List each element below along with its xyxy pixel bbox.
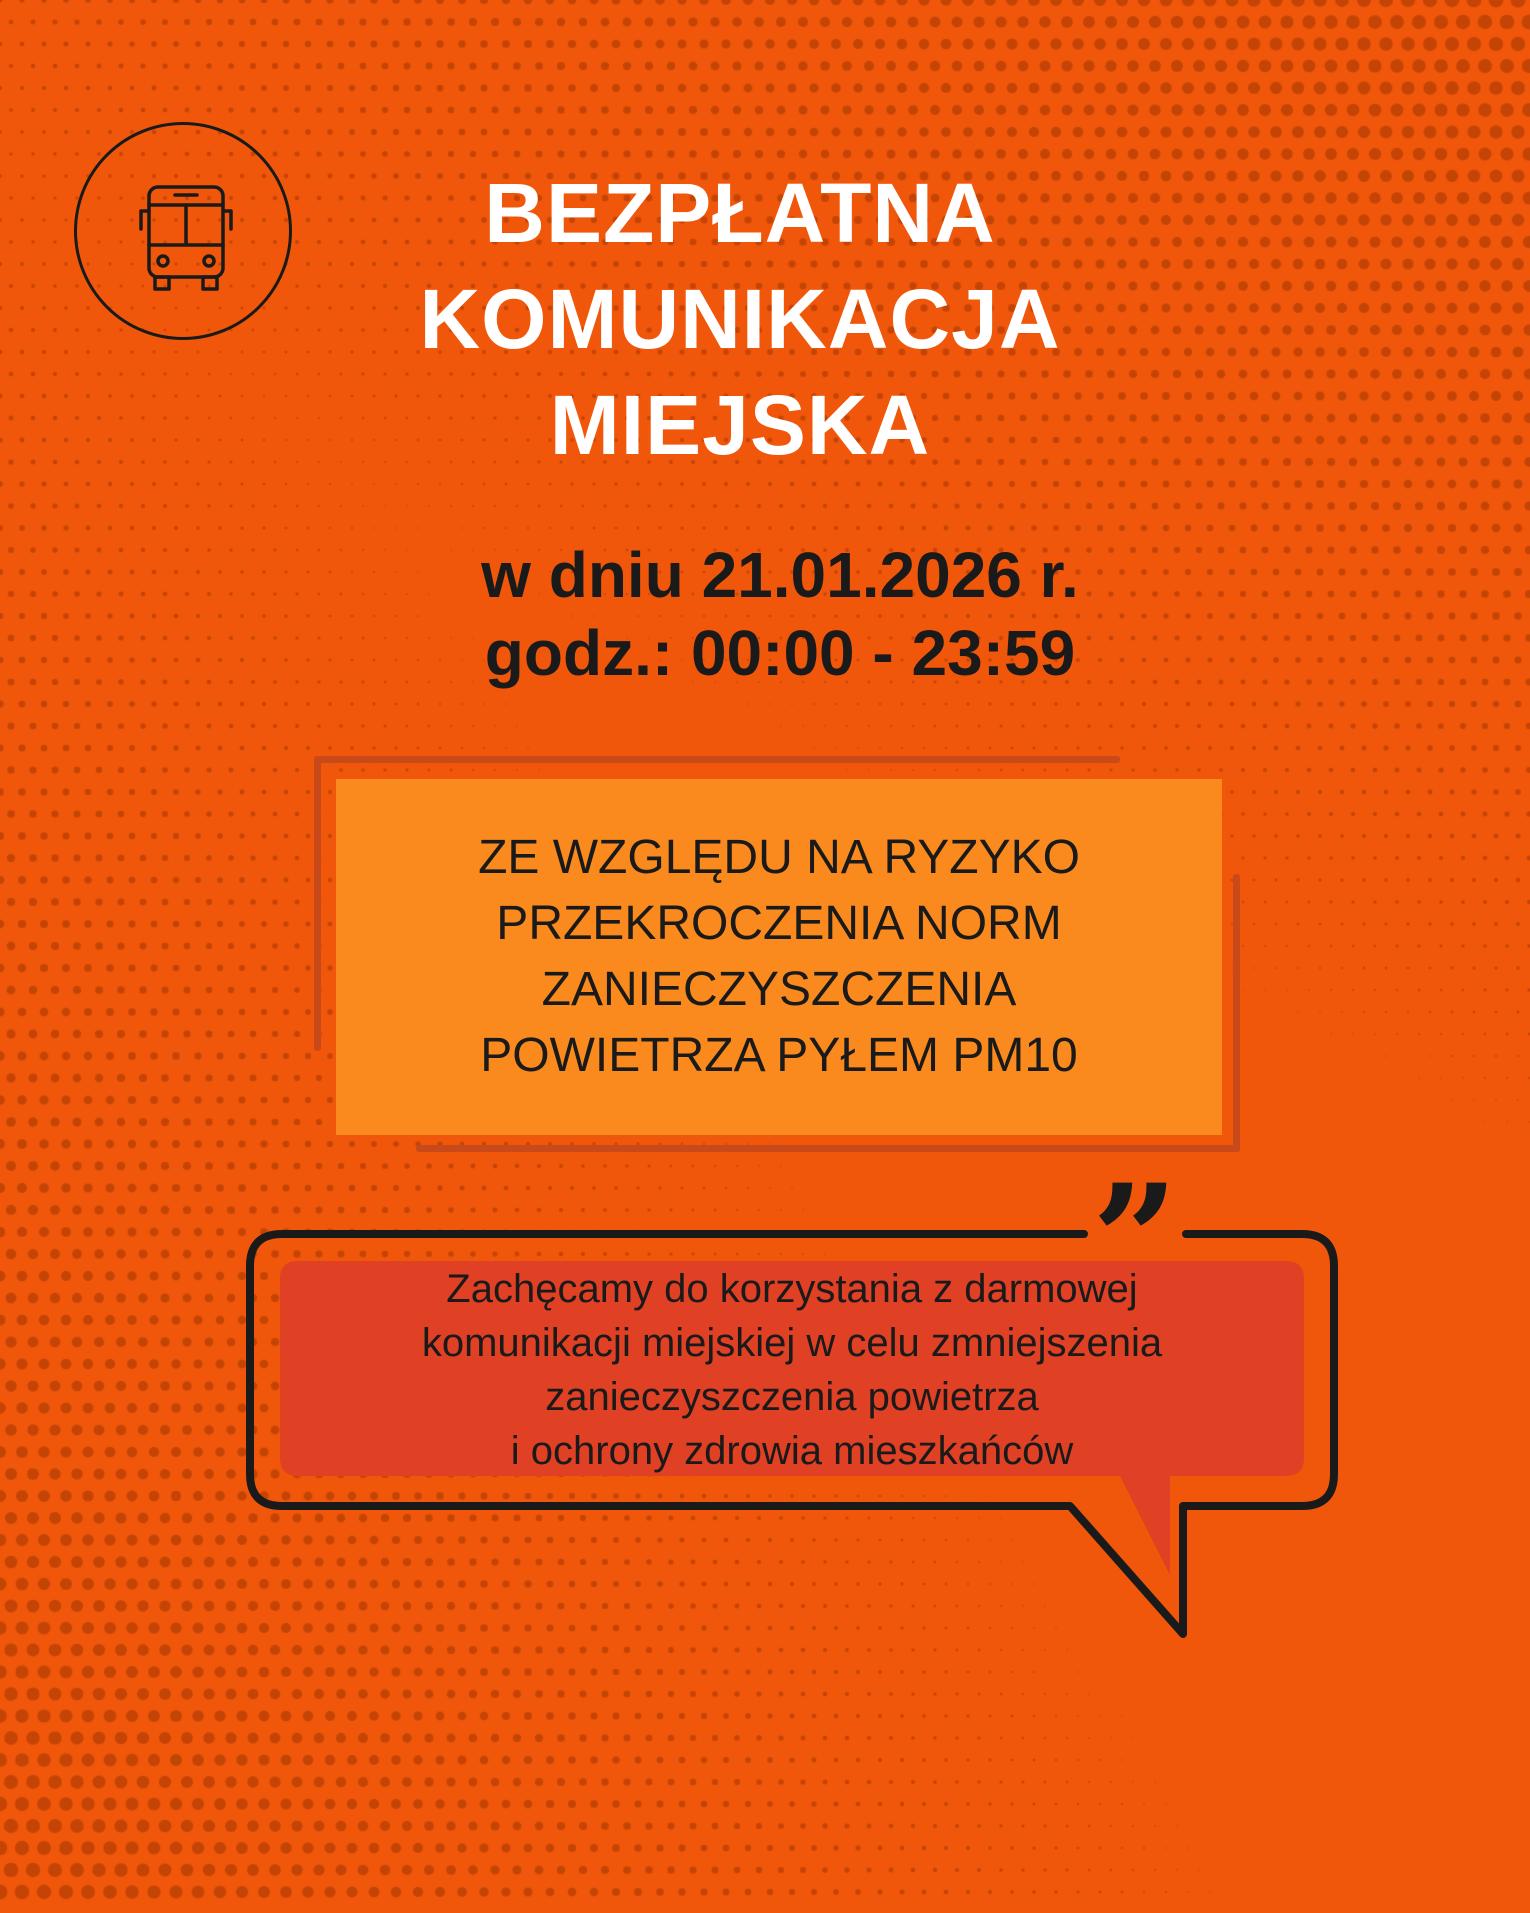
bubble-line: Zachęcamy do korzystania z darmowej (446, 1267, 1138, 1311)
reason-line: PRZEKROCZENIA NORM (496, 897, 1062, 950)
bubble-line: komunikacji miejskiej w celu zmniejszenia (421, 1321, 1163, 1365)
bubble-line: zanieczyszczenia powietrza (545, 1375, 1039, 1419)
quote-mark-icon: ” (1091, 1152, 1179, 1328)
reason-line: ZANIECZYSZCZENIA (541, 963, 1017, 1016)
date-text: w dniu 21.01.2026 r. (481, 539, 1079, 611)
headline-line: MIEJSKA (549, 378, 931, 472)
reason-line: ZE WZGLĘDU NA RYZYKO (478, 831, 1080, 884)
bubble-line: i ochrony zdrowia mieszkańców (510, 1429, 1074, 1473)
headline-line: BEZPŁATNA (484, 166, 996, 260)
headline-line: KOMUNIKACJA (419, 272, 1061, 366)
time-range-text: godz.: 00:00 - 23:59 (484, 617, 1076, 689)
bubble-message (282, 1262, 1302, 1478)
reason-line: POWIETRZA PYŁEM PM10 (480, 1029, 1078, 1082)
